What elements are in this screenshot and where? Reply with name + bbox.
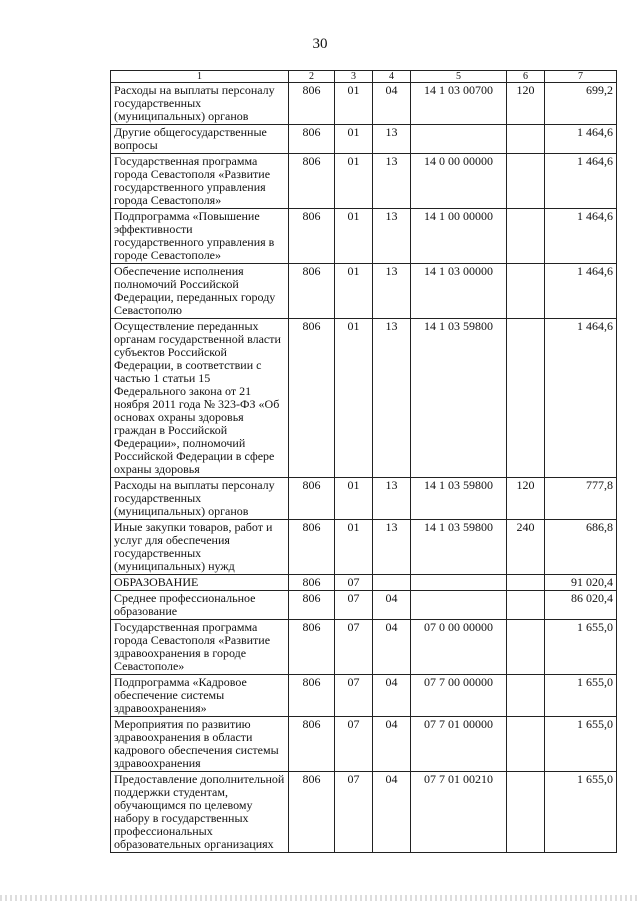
- amount-cell: 699,2: [545, 83, 617, 125]
- grbs-code-cell: 806: [289, 575, 335, 591]
- target-article-cell: 14 1 03 59800: [411, 319, 507, 478]
- expense-type-cell: [507, 620, 545, 675]
- target-article-cell: 07 7 00 00000: [411, 675, 507, 717]
- section-cell: 01: [335, 154, 373, 209]
- column-header: 1: [111, 71, 289, 83]
- expense-type-cell: [507, 209, 545, 264]
- column-header: 2: [289, 71, 335, 83]
- table-row: [111, 520, 617, 575]
- table-row: [111, 675, 617, 717]
- expense-type-cell: [507, 575, 545, 591]
- row-name-cell: Среднее профессиональное образование: [111, 591, 289, 620]
- subsection-cell: 13: [373, 520, 411, 575]
- grbs-code-cell: 806: [289, 520, 335, 575]
- grbs-code-cell: 806: [289, 591, 335, 620]
- row-name-cell: Подпрограмма «Повышение эффективности государственного управления в городе Севастополе»: [111, 209, 289, 264]
- column-header: 7: [545, 71, 617, 83]
- amount-cell: 86 020,4: [545, 591, 617, 620]
- amount-cell: 1 655,0: [545, 717, 617, 772]
- subsection-cell: 13: [373, 264, 411, 319]
- target-article-cell: 14 1 03 00700: [411, 83, 507, 125]
- target-article-cell: 07 0 00 00000: [411, 620, 507, 675]
- target-article-cell: [411, 125, 507, 154]
- amount-cell: 1 655,0: [545, 675, 617, 717]
- amount-cell: 1 655,0: [545, 772, 617, 853]
- subsection-cell: 04: [373, 717, 411, 772]
- section-cell: 01: [335, 264, 373, 319]
- amount-cell: 91 020,4: [545, 575, 617, 591]
- table-row: [111, 620, 617, 675]
- expense-type-cell: [507, 154, 545, 209]
- budget-table: [110, 70, 617, 853]
- expense-type-cell: 240: [507, 520, 545, 575]
- column-header: 3: [335, 71, 373, 83]
- grbs-code-cell: 806: [289, 125, 335, 154]
- table-row: [111, 154, 617, 209]
- grbs-code-cell: 806: [289, 319, 335, 478]
- table-row: [111, 83, 617, 125]
- table-row: [111, 125, 617, 154]
- subsection-cell: 13: [373, 319, 411, 478]
- table-row: [111, 772, 617, 853]
- grbs-code-cell: 806: [289, 478, 335, 520]
- amount-cell: 1 464,6: [545, 154, 617, 209]
- expense-type-cell: [507, 772, 545, 853]
- expense-type-cell: [507, 591, 545, 620]
- table-row: [111, 319, 617, 478]
- column-number-header: [111, 71, 617, 83]
- subsection-cell: 04: [373, 83, 411, 125]
- expense-type-cell: [507, 675, 545, 717]
- target-article-cell: 14 0 00 00000: [411, 154, 507, 209]
- subsection-cell: [373, 575, 411, 591]
- subsection-cell: 13: [373, 154, 411, 209]
- grbs-code-cell: 806: [289, 620, 335, 675]
- expense-type-cell: [507, 319, 545, 478]
- section-cell: 01: [335, 319, 373, 478]
- grbs-code-cell: 806: [289, 772, 335, 853]
- target-article-cell: [411, 591, 507, 620]
- amount-cell: 686,8: [545, 520, 617, 575]
- subsection-cell: 13: [373, 209, 411, 264]
- expense-type-cell: 120: [507, 83, 545, 125]
- scan-edge: [0, 895, 640, 901]
- row-name-cell: Предоставление дополнительной поддержки студентам, обучающимся по целевому набору в государственных профессиональных образовательных организациях: [111, 772, 289, 853]
- subsection-cell: 13: [373, 125, 411, 154]
- amount-cell: 777,8: [545, 478, 617, 520]
- target-article-cell: 14 1 03 00000: [411, 264, 507, 319]
- section-cell: 01: [335, 478, 373, 520]
- section-cell: 07: [335, 620, 373, 675]
- subsection-cell: 13: [373, 478, 411, 520]
- subsection-cell: 04: [373, 675, 411, 717]
- section-cell: 07: [335, 591, 373, 620]
- expense-type-cell: [507, 717, 545, 772]
- grbs-code-cell: 806: [289, 675, 335, 717]
- table-row: [111, 717, 617, 772]
- section-cell: 07: [335, 675, 373, 717]
- row-name-cell: ОБРАЗОВАНИЕ: [111, 575, 289, 591]
- grbs-code-cell: 806: [289, 264, 335, 319]
- row-name-cell: Иные закупки товаров, работ и услуг для обеспечения государственных (муниципальных) нужд: [111, 520, 289, 575]
- amount-cell: 1 464,6: [545, 209, 617, 264]
- column-header: 6: [507, 71, 545, 83]
- amount-cell: 1 464,6: [545, 264, 617, 319]
- table-row: [111, 209, 617, 264]
- section-cell: 07: [335, 575, 373, 591]
- grbs-code-cell: 806: [289, 83, 335, 125]
- grbs-code-cell: 806: [289, 717, 335, 772]
- row-name-cell: Расходы на выплаты персоналу государственных (муниципальных) органов: [111, 83, 289, 125]
- expense-type-cell: [507, 264, 545, 319]
- subsection-cell: 04: [373, 772, 411, 853]
- table-row: [111, 575, 617, 591]
- target-article-cell: 07 7 01 00210: [411, 772, 507, 853]
- section-cell: 01: [335, 83, 373, 125]
- row-name-cell: Осуществление переданных органам государственной власти субъектов Российской Федерации, в соответствии с частью 1 статьи 15 Федерального закона от 21 ноября 2011 года № 323-ФЗ «Об основах охраны здоровья граждан в Российской Федерации», полномочий Российской Федерации в сфере охраны здоровья: [111, 319, 289, 478]
- row-name-cell: Обеспечение исполнения полномочий Российской Федерации, переданных городу Севастополю: [111, 264, 289, 319]
- amount-cell: 1 655,0: [545, 620, 617, 675]
- section-cell: 07: [335, 717, 373, 772]
- target-article-cell: 14 1 03 59800: [411, 520, 507, 575]
- subsection-cell: 04: [373, 591, 411, 620]
- amount-cell: 1 464,6: [545, 319, 617, 478]
- section-cell: 01: [335, 209, 373, 264]
- section-cell: 01: [335, 125, 373, 154]
- row-name-cell: Подпрограмма «Кадровое обеспечение системы здравоохранения»: [111, 675, 289, 717]
- column-header: 5: [411, 71, 507, 83]
- target-article-cell: [411, 575, 507, 591]
- column-header: 4: [373, 71, 411, 83]
- row-name-cell: Другие общегосударственные вопросы: [111, 125, 289, 154]
- row-name-cell: Мероприятия по развитию здравоохранения в области кадрового обеспечения системы здравоохранения: [111, 717, 289, 772]
- amount-cell: 1 464,6: [545, 125, 617, 154]
- expense-type-cell: 120: [507, 478, 545, 520]
- row-name-cell: Расходы на выплаты персоналу государственных (муниципальных) органов: [111, 478, 289, 520]
- section-cell: 07: [335, 772, 373, 853]
- row-name-cell: Государственная программа города Севастополя «Развитие здравоохранения в городе Севастополе»: [111, 620, 289, 675]
- grbs-code-cell: 806: [289, 209, 335, 264]
- subsection-cell: 04: [373, 620, 411, 675]
- row-name-cell: Государственная программа города Севастополя «Развитие государственного управления города Севастополя»: [111, 154, 289, 209]
- table-row: [111, 591, 617, 620]
- target-article-cell: 14 1 03 59800: [411, 478, 507, 520]
- target-article-cell: 07 7 01 00000: [411, 717, 507, 772]
- target-article-cell: 14 1 00 00000: [411, 209, 507, 264]
- table-row: [111, 478, 617, 520]
- table-row: [111, 264, 617, 319]
- page-number: 30: [312, 36, 328, 52]
- grbs-code-cell: 806: [289, 154, 335, 209]
- expense-type-cell: [507, 125, 545, 154]
- section-cell: 01: [335, 520, 373, 575]
